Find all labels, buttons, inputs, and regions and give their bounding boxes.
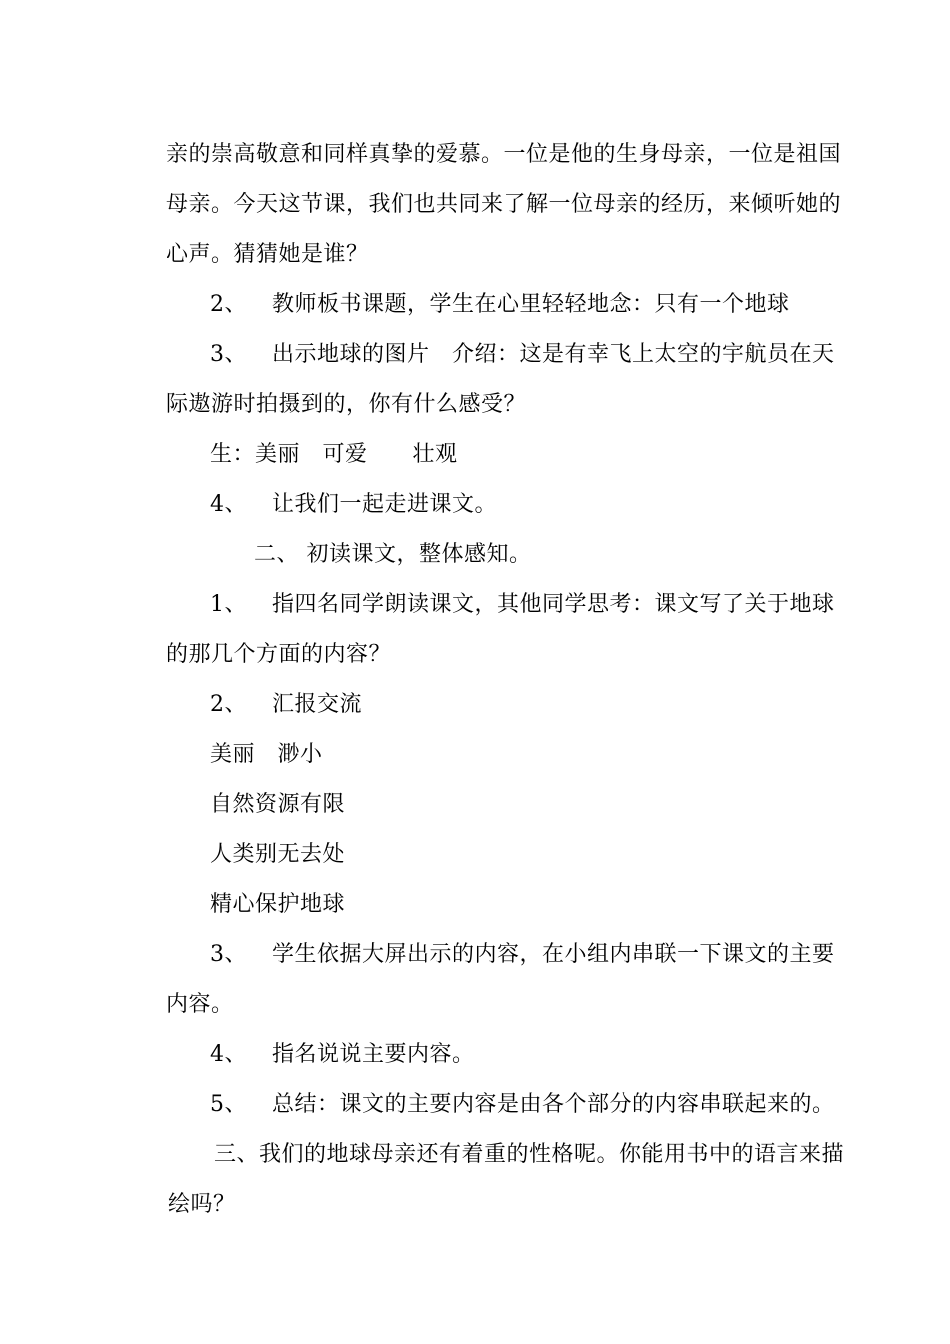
text-line: 内容。 <box>166 992 234 1017</box>
list-item: 5、 总结：课文的主要内容是由各个部分的内容串联起来的。 <box>210 1092 835 1117</box>
text-line: 精心保护地球 <box>210 892 346 917</box>
list-item: 3、 学生依据大屏出示的内容，在小组内串联一下课文的主要 <box>210 942 835 967</box>
text-line: 母亲。今天这节课，我们也共同来了解一位母亲的经历，来倾听她的 <box>166 192 842 217</box>
text-line: 人类别无去处 <box>210 842 346 867</box>
list-item: 2、 教师板书课题，学生在心里轻轻地念：只有一个地球 <box>210 292 790 317</box>
section-heading: 三、我们的地球母亲还有着重的性格呢。你能用书中的语言来描 <box>214 1142 845 1167</box>
text-line: 亲的崇高敬意和同样真挚的爱慕。一位是他的生身母亲，一位是祖国 <box>166 142 842 167</box>
list-item: 2、 汇报交流 <box>210 692 363 717</box>
text-line: 绘吗？ <box>168 1192 236 1217</box>
text-line: 自然资源有限 <box>210 792 346 817</box>
text-line: 的那几个方面的内容？ <box>166 642 392 667</box>
text-line: 生：美丽 可爱 壮观 <box>210 442 458 467</box>
list-item: 4、 让我们一起走进课文。 <box>210 492 498 517</box>
list-item: 4、 指名说说主要内容。 <box>210 1042 475 1067</box>
text-line: 美丽 渺小 <box>210 742 323 767</box>
list-item: 1、 指四名同学朗读课文，其他同学思考：课文写了关于地球 <box>210 592 835 617</box>
section-heading: 二、 初读课文，整体感知。 <box>254 542 532 567</box>
list-item: 3、 出示地球的图片 介绍：这是有幸飞上太空的宇航员在天 <box>210 342 835 367</box>
text-line: 际遨游时拍摄到的，你有什么感受？ <box>166 392 527 417</box>
text-line: 心声。猜猜她是谁？ <box>166 242 369 267</box>
